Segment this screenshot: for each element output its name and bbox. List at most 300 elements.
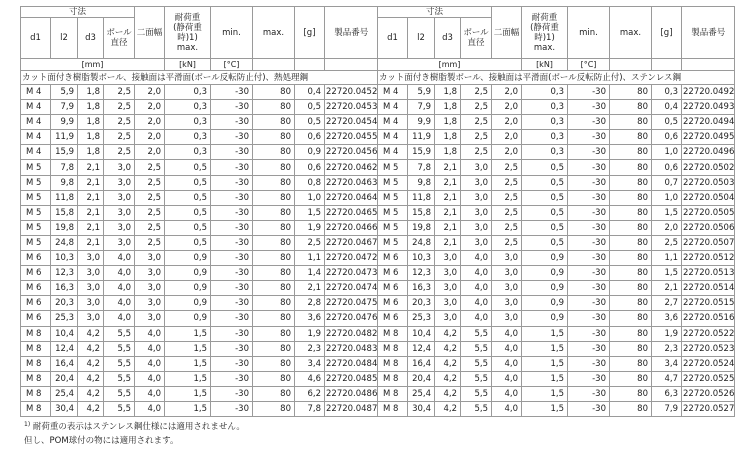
cell-d3: 3,0	[78, 311, 104, 326]
cell-part-no: 22720.0483	[325, 341, 378, 356]
cell-load: 1,5	[165, 341, 211, 356]
cell-weight: 0,5	[295, 115, 325, 130]
table-row	[378, 130, 735, 145]
cell-min-temp: -30	[211, 296, 253, 311]
table-row	[378, 371, 735, 386]
table-row	[378, 145, 735, 160]
cell-l2: 9,9	[408, 115, 435, 130]
cell-load: 0,9	[522, 296, 568, 311]
cell-d1: M 6	[21, 296, 51, 311]
cell-load: 0,5	[165, 190, 211, 205]
cell-load: 0,5	[165, 160, 211, 175]
cell-min-temp: -30	[568, 220, 610, 235]
cell-ball-dia: 2,5	[104, 145, 135, 160]
cell-d1: M 6	[378, 266, 408, 281]
min-temp-header: min.	[568, 7, 610, 59]
cell-d3: 1,8	[78, 145, 104, 160]
cell-two-face-width: 2,0	[135, 115, 165, 130]
cell-max-temp: 80	[610, 356, 652, 371]
d1-header: d1	[378, 18, 408, 59]
cell-max-temp: 80	[610, 311, 652, 326]
cell-two-face-width: 2,5	[492, 160, 522, 175]
cell-ball-dia: 4,0	[461, 296, 492, 311]
cell-part-no: 22720.0474	[325, 281, 378, 296]
cell-l2: 20,3	[51, 296, 78, 311]
cell-weight: 2,1	[652, 281, 682, 296]
cell-l2: 16,4	[408, 356, 435, 371]
cell-min-temp: -30	[211, 100, 253, 115]
table-row	[378, 266, 735, 281]
cell-l2: 12,3	[408, 266, 435, 281]
cell-d1: M 5	[21, 190, 51, 205]
cell-part-no: 22720.0487	[325, 401, 378, 416]
cell-part-no: 22720.0515	[682, 296, 735, 311]
cell-d3: 2,1	[435, 220, 461, 235]
cell-d3: 2,1	[78, 190, 104, 205]
cell-min-temp: -30	[568, 386, 610, 401]
cell-min-temp: -30	[211, 160, 253, 175]
cell-l2: 25,4	[408, 386, 435, 401]
cell-d1: M 4	[378, 85, 408, 100]
cell-ball-dia: 4,0	[104, 296, 135, 311]
cell-weight: 6,2	[295, 386, 325, 401]
cell-d1: M 8	[378, 371, 408, 386]
cell-two-face-width: 2,5	[135, 160, 165, 175]
cell-ball-dia: 5,5	[461, 356, 492, 371]
cell-weight: 0,4	[295, 85, 325, 100]
ball-dia-header: ボール 直径	[104, 18, 135, 59]
cell-max-temp: 80	[253, 326, 295, 341]
cell-d3: 2,1	[78, 220, 104, 235]
cell-min-temp: -30	[211, 115, 253, 130]
d1-header: d1	[21, 18, 51, 59]
cell-load: 0,9	[165, 311, 211, 326]
cell-max-temp: 80	[253, 401, 295, 416]
cell-l2: 16,3	[408, 281, 435, 296]
table-row	[21, 311, 378, 326]
cell-part-no: 22720.0523	[682, 341, 735, 356]
cell-d3: 4,2	[435, 371, 461, 386]
table-row	[378, 386, 735, 401]
cell-part-no: 22720.0472	[325, 251, 378, 266]
table-row	[21, 341, 378, 356]
cell-max-temp: 80	[253, 130, 295, 145]
cell-min-temp: -30	[568, 205, 610, 220]
cell-ball-dia: 3,0	[104, 220, 135, 235]
cell-min-temp: -30	[568, 160, 610, 175]
cell-d3: 2,1	[435, 175, 461, 190]
cell-part-no: 22720.0502	[682, 160, 735, 175]
cell-load: 0,5	[522, 190, 568, 205]
cell-min-temp: -30	[211, 145, 253, 160]
footnote-1-text: 耐荷重の表示はステンレス鋼仕様には適用されません。	[30, 422, 245, 432]
cell-two-face-width: 4,0	[135, 386, 165, 401]
cell-weight: 1,1	[652, 251, 682, 266]
cell-load: 0,3	[522, 115, 568, 130]
cell-d3: 2,1	[78, 160, 104, 175]
cell-d1: M 8	[378, 341, 408, 356]
cell-ball-dia: 2,5	[461, 115, 492, 130]
cell-ball-dia: 5,5	[461, 371, 492, 386]
cell-d1: M 5	[21, 235, 51, 250]
cell-min-temp: -30	[568, 341, 610, 356]
cell-l2: 9,8	[408, 175, 435, 190]
cell-ball-dia: 3,0	[461, 205, 492, 220]
table-row	[21, 205, 378, 220]
footnotes	[24, 418, 245, 448]
table-row	[21, 85, 378, 100]
cell-max-temp: 80	[610, 386, 652, 401]
cell-min-temp: -30	[211, 401, 253, 416]
cell-min-temp: -30	[568, 296, 610, 311]
cell-part-no: 22720.0484	[325, 356, 378, 371]
table-row	[21, 356, 378, 371]
cell-two-face-width: 4,0	[135, 356, 165, 371]
cell-part-no: 22720.0494	[682, 115, 735, 130]
cell-load: 1,5	[522, 401, 568, 416]
table-row	[21, 326, 378, 341]
cell-d3: 2,1	[435, 235, 461, 250]
cell-l2: 25,4	[51, 386, 78, 401]
cell-l2: 11,8	[51, 190, 78, 205]
cell-ball-dia: 4,0	[104, 281, 135, 296]
cell-max-temp: 80	[253, 115, 295, 130]
cell-two-face-width: 3,0	[492, 296, 522, 311]
cell-max-temp: 80	[253, 311, 295, 326]
cell-weight: 1,0	[295, 190, 325, 205]
cell-ball-dia: 2,5	[461, 130, 492, 145]
cell-ball-dia: 5,5	[461, 401, 492, 416]
cell-weight: 2,3	[295, 341, 325, 356]
cell-max-temp: 80	[253, 190, 295, 205]
cell-d3: 3,0	[435, 281, 461, 296]
cell-weight: 0,4	[652, 100, 682, 115]
cell-max-temp: 80	[610, 115, 652, 130]
cell-ball-dia: 5,5	[104, 326, 135, 341]
cell-l2: 11,9	[408, 130, 435, 145]
cell-load: 0,9	[522, 251, 568, 266]
cell-ball-dia: 5,5	[461, 341, 492, 356]
unit-mm: [mm]	[378, 59, 522, 71]
cell-weight: 1,0	[652, 190, 682, 205]
cell-max-temp: 80	[610, 130, 652, 145]
cell-two-face-width: 2,5	[135, 205, 165, 220]
cell-ball-dia: 4,0	[104, 251, 135, 266]
cell-weight: 1,5	[295, 205, 325, 220]
cell-d1: M 8	[378, 386, 408, 401]
cell-d3: 4,2	[435, 386, 461, 401]
cell-load: 0,3	[165, 145, 211, 160]
cell-ball-dia: 2,5	[104, 85, 135, 100]
unit-kn: [kN]	[165, 59, 211, 71]
cell-part-no: 22720.0475	[325, 296, 378, 311]
table-row	[21, 251, 378, 266]
part-no-header: 製品番号	[682, 7, 735, 59]
cell-part-no: 22720.0456	[325, 145, 378, 160]
cell-load: 0,3	[522, 100, 568, 115]
cell-ball-dia: 3,0	[104, 160, 135, 175]
cell-ball-dia: 5,5	[104, 341, 135, 356]
table-row	[21, 130, 378, 145]
cell-weight: 3,4	[295, 356, 325, 371]
cell-l2: 16,4	[51, 356, 78, 371]
cell-part-no: 22720.0495	[682, 130, 735, 145]
cell-min-temp: -30	[568, 130, 610, 145]
cell-weight: 4,6	[295, 371, 325, 386]
cell-max-temp: 80	[610, 251, 652, 266]
cell-load: 1,5	[522, 326, 568, 341]
cell-d1: M 5	[21, 160, 51, 175]
weight-header: [g]	[295, 7, 325, 59]
cell-two-face-width: 4,0	[492, 401, 522, 416]
table-row	[21, 175, 378, 190]
cell-weight: 0,6	[295, 130, 325, 145]
cell-max-temp: 80	[610, 296, 652, 311]
cell-ball-dia: 3,0	[104, 190, 135, 205]
cell-two-face-width: 3,0	[492, 281, 522, 296]
cell-weight: 0,3	[652, 85, 682, 100]
cell-load: 0,5	[522, 205, 568, 220]
cell-min-temp: -30	[211, 326, 253, 341]
cell-part-no: 22720.0476	[325, 311, 378, 326]
cell-two-face-width: 2,5	[492, 205, 522, 220]
cell-min-temp: -30	[211, 220, 253, 235]
cell-weight: 0,8	[295, 175, 325, 190]
cell-max-temp: 80	[253, 251, 295, 266]
cell-min-temp: -30	[568, 266, 610, 281]
cell-two-face-width: 2,5	[492, 190, 522, 205]
table-row	[378, 356, 735, 371]
d3-header: d3	[78, 18, 104, 59]
cell-two-face-width: 3,0	[492, 266, 522, 281]
cell-part-no: 22720.0473	[325, 266, 378, 281]
cell-weight: 0,6	[295, 160, 325, 175]
table-row	[378, 205, 735, 220]
cell-d1: M 5	[21, 220, 51, 235]
cell-weight: 2,0	[652, 220, 682, 235]
cell-min-temp: -30	[568, 251, 610, 266]
cell-d3: 4,2	[78, 341, 104, 356]
footnote-marker: 1)	[24, 421, 31, 428]
cell-min-temp: -30	[568, 175, 610, 190]
section-title: カット面付き樹脂製ボール、接触面は平滑面(ボール反転防止付)、熱処理鋼	[21, 71, 378, 85]
cell-part-no: 22720.0493	[682, 100, 735, 115]
cell-min-temp: -30	[568, 371, 610, 386]
table-row	[378, 220, 735, 235]
cell-d3: 1,8	[78, 85, 104, 100]
cell-part-no: 22720.0492	[682, 85, 735, 100]
cell-part-no: 22720.0465	[325, 205, 378, 220]
d3-header: d3	[435, 18, 461, 59]
cell-d3: 1,8	[435, 145, 461, 160]
cell-two-face-width: 4,0	[492, 386, 522, 401]
cell-d3: 4,2	[435, 326, 461, 341]
unit-temp: [°C]	[211, 59, 253, 71]
cell-max-temp: 80	[253, 85, 295, 100]
cell-d1: M 6	[21, 281, 51, 296]
cell-ball-dia: 4,0	[461, 266, 492, 281]
cell-load: 0,3	[522, 130, 568, 145]
cell-load: 1,5	[165, 386, 211, 401]
cell-ball-dia: 5,5	[461, 326, 492, 341]
cell-l2: 9,8	[51, 175, 78, 190]
cell-weight: 0,5	[652, 115, 682, 130]
cell-d1: M 4	[378, 115, 408, 130]
cell-ball-dia: 2,5	[104, 100, 135, 115]
cell-d3: 3,0	[435, 251, 461, 266]
cell-l2: 15,8	[408, 205, 435, 220]
cell-l2: 10,4	[51, 326, 78, 341]
cell-d1: M 8	[378, 356, 408, 371]
cell-part-no: 22720.0462	[325, 160, 378, 175]
cell-ball-dia: 5,5	[104, 356, 135, 371]
cell-two-face-width: 4,0	[492, 356, 522, 371]
cell-part-no: 22720.0524	[682, 356, 735, 371]
cell-d1: M 4	[21, 130, 51, 145]
cell-two-face-width: 4,0	[135, 401, 165, 416]
cell-l2: 25,3	[408, 311, 435, 326]
cell-d3: 2,1	[78, 205, 104, 220]
cell-max-temp: 80	[253, 341, 295, 356]
cell-weight: 0,9	[295, 145, 325, 160]
cell-l2: 12,4	[408, 341, 435, 356]
cell-d3: 3,0	[435, 311, 461, 326]
cell-weight: 2,1	[295, 281, 325, 296]
cell-max-temp: 80	[253, 100, 295, 115]
cell-l2: 24,8	[408, 235, 435, 250]
cell-load: 0,9	[522, 266, 568, 281]
cell-two-face-width: 4,0	[492, 371, 522, 386]
cell-max-temp: 80	[253, 356, 295, 371]
cell-d3: 3,0	[78, 296, 104, 311]
cell-min-temp: -30	[568, 190, 610, 205]
cell-d1: M 6	[378, 251, 408, 266]
cell-l2: 12,3	[51, 266, 78, 281]
table-row	[378, 281, 735, 296]
cell-l2: 5,9	[408, 85, 435, 100]
cell-d3: 1,8	[78, 130, 104, 145]
cell-weight: 2,3	[652, 341, 682, 356]
cell-part-no: 22720.0482	[325, 326, 378, 341]
spec-table-stainless-steel	[377, 6, 735, 417]
cell-two-face-width: 2,0	[135, 145, 165, 160]
cell-two-face-width: 4,0	[492, 341, 522, 356]
cell-l2: 10,4	[408, 326, 435, 341]
cell-l2: 10,3	[408, 251, 435, 266]
cell-max-temp: 80	[610, 341, 652, 356]
cell-d1: M 6	[21, 251, 51, 266]
cell-load: 0,5	[165, 220, 211, 235]
cell-min-temp: -30	[568, 115, 610, 130]
cell-max-temp: 80	[610, 266, 652, 281]
cell-l2: 20,4	[408, 371, 435, 386]
unit-kn: [kN]	[522, 59, 568, 71]
cell-min-temp: -30	[568, 401, 610, 416]
cell-two-face-width: 2,0	[492, 85, 522, 100]
cell-ball-dia: 4,0	[461, 311, 492, 326]
table-row	[378, 341, 735, 356]
cell-two-face-width: 2,0	[135, 100, 165, 115]
cell-d1: M 8	[21, 341, 51, 356]
table-row	[21, 220, 378, 235]
table-row	[21, 235, 378, 250]
cell-d1: M 4	[378, 145, 408, 160]
cell-ball-dia: 2,5	[461, 145, 492, 160]
cell-min-temp: -30	[211, 175, 253, 190]
cell-d1: M 5	[21, 205, 51, 220]
cell-max-temp: 80	[253, 220, 295, 235]
dims-group-header: 寸法	[21, 7, 135, 18]
cell-ball-dia: 5,5	[104, 371, 135, 386]
cell-ball-dia: 3,0	[461, 235, 492, 250]
cell-load: 1,5	[165, 356, 211, 371]
cell-load: 0,3	[522, 145, 568, 160]
cell-d1: M 4	[21, 85, 51, 100]
cell-load: 1,5	[522, 371, 568, 386]
cell-d3: 4,2	[435, 356, 461, 371]
cell-ball-dia: 2,5	[104, 115, 135, 130]
cell-max-temp: 80	[610, 190, 652, 205]
cell-load: 0,3	[165, 130, 211, 145]
table-row	[378, 401, 735, 416]
cell-l2: 10,3	[51, 251, 78, 266]
cell-max-temp: 80	[610, 100, 652, 115]
spec-table-heat-treated-steel	[20, 6, 378, 417]
table-row	[21, 266, 378, 281]
table-row	[21, 296, 378, 311]
cell-l2: 19,8	[51, 220, 78, 235]
cell-part-no: 22720.0455	[325, 130, 378, 145]
cell-weight: 1,5	[652, 205, 682, 220]
cell-d3: 1,8	[435, 115, 461, 130]
cell-max-temp: 80	[610, 326, 652, 341]
cell-max-temp: 80	[610, 145, 652, 160]
unit-mm: [mm]	[21, 59, 165, 71]
cell-min-temp: -30	[568, 145, 610, 160]
unit-blank	[682, 59, 735, 71]
cell-d3: 2,1	[435, 190, 461, 205]
cell-load: 1,5	[522, 356, 568, 371]
cell-min-temp: -30	[568, 281, 610, 296]
cell-min-temp: -30	[568, 326, 610, 341]
cell-weight: 0,7	[652, 175, 682, 190]
cell-max-temp: 80	[610, 160, 652, 175]
cell-two-face-width: 2,0	[135, 85, 165, 100]
cell-ball-dia: 4,0	[104, 266, 135, 281]
cell-d1: M 5	[378, 205, 408, 220]
cell-l2: 7,9	[408, 100, 435, 115]
cell-weight: 7,8	[295, 401, 325, 416]
cell-d3: 4,2	[78, 356, 104, 371]
cell-min-temp: -30	[211, 266, 253, 281]
cell-l2: 20,4	[51, 371, 78, 386]
cell-max-temp: 80	[253, 235, 295, 250]
ball-dia-header: ボール 直径	[461, 18, 492, 59]
cell-d1: M 4	[21, 100, 51, 115]
two-face-width-header: 二面幅	[492, 7, 522, 59]
cell-weight: 0,6	[652, 160, 682, 175]
cell-max-temp: 80	[610, 371, 652, 386]
table-row	[21, 401, 378, 416]
cell-part-no: 22720.0467	[325, 235, 378, 250]
cell-ball-dia: 2,5	[461, 100, 492, 115]
cell-min-temp: -30	[568, 311, 610, 326]
cell-part-no: 22720.0496	[682, 145, 735, 160]
cell-two-face-width: 2,5	[135, 175, 165, 190]
cell-min-temp: -30	[211, 235, 253, 250]
cell-d1: M 4	[21, 115, 51, 130]
cell-min-temp: -30	[211, 190, 253, 205]
